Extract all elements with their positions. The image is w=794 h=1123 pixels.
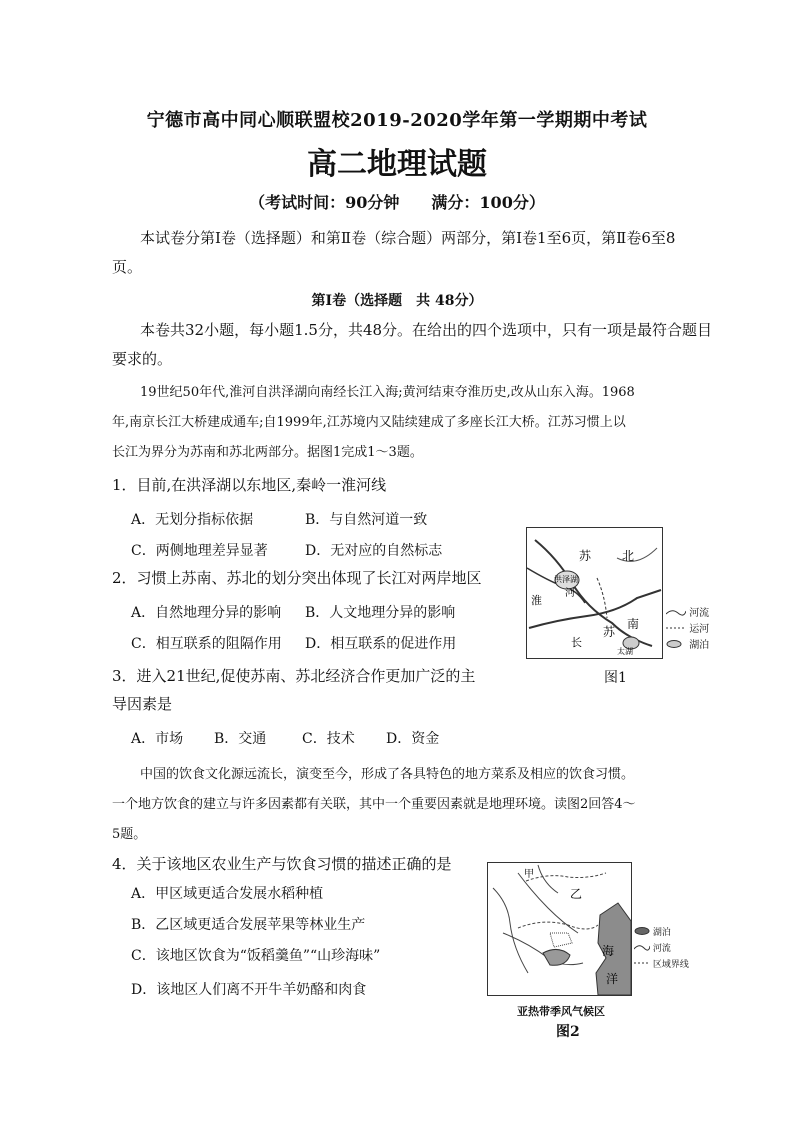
q4-option-c: C．该地区饮食为“饭稻羹鱼”“山珍海味”	[131, 948, 381, 964]
q3-stem-1: 3．进入21世纪,促使苏南、苏北经济合作更加广泛的主	[112, 667, 476, 685]
q2-option-b: B．人文地理分异的影响	[305, 605, 456, 621]
figure-1-caption: 图1	[604, 670, 627, 686]
figure-2-legend	[634, 925, 714, 973]
q2-option-d: D．相互联系的促进作用	[305, 636, 457, 652]
q4-stem: 4．关于该地区农业生产与饮食习惯的描述正确的是	[112, 855, 452, 873]
q3-option-b: B．交通	[214, 731, 267, 747]
fig1-label-huai: 淮	[531, 594, 542, 607]
fig2-legend-boundary: 区域界线	[652, 960, 689, 970]
figure-2-subcaption: 亚热带季风气候区	[517, 1005, 605, 1018]
section-instruction-1: 本卷共32小题，每小题1.5分，共48分。在给出的四个选项中，只有一项是最符合题目	[140, 321, 713, 339]
passage2-line-2: 一个地方饮食的建立与许多因素都有关联，其中一个重要因素就是地理环境。读图2回答4～	[112, 797, 636, 812]
figure-2-caption: 图2	[556, 1024, 580, 1040]
fig1-label-su2: 苏	[603, 625, 616, 639]
fig1-label-chang: 长	[571, 636, 582, 649]
q1-option-b: B．与自然河道一致	[305, 512, 428, 528]
q3-option-a: A．市场	[131, 731, 184, 747]
figure-1-map-drawing	[527, 528, 662, 658]
exam-title: 宁德市高中同心顺联盟校2019-2020学年第一学期期中考试	[146, 110, 648, 131]
fig2-legend-river: 河流	[652, 944, 671, 954]
fig1-label-su: 苏	[579, 549, 592, 563]
q2-option-c: C．相互联系的阻隔作用	[131, 636, 282, 652]
fig1-legend-lake: 湖泊	[689, 640, 710, 651]
figure-1-legend	[666, 606, 736, 654]
subject-title: 高二地理试题	[307, 147, 487, 182]
fig2-label-yi: 乙	[570, 887, 583, 901]
q4-option-d: D．该地区人们离不开牛羊奶酪和肉食	[131, 982, 367, 998]
passage1-line-1: 19世纪50年代,淮河自洪泽湖向南经长江入海;黄河结束夺淮历史,改从山东入海。1968	[140, 385, 635, 400]
fig2-label-yang: 洋	[606, 972, 619, 986]
intro-line-2: 页。	[112, 258, 143, 276]
fig1-legend-river: 河流	[689, 608, 710, 619]
fig2-legend-lake: 湖泊	[652, 928, 671, 938]
figure-2-map	[487, 862, 632, 996]
intro-line-1: 本试卷分第Ⅰ卷（选择题）和第Ⅱ卷（综合题）两部分，第Ⅰ卷1至6页，第Ⅱ卷6至8	[140, 229, 676, 247]
passage1-line-2: 年,南京长江大桥建成通车;自1999年,江苏境内又陆续建成了多座长江大桥。江苏习惯上以	[112, 415, 626, 430]
section-title: 第Ⅰ卷（选择题 共 48分）	[311, 293, 483, 309]
q3-option-d: D．资金	[386, 731, 440, 747]
fig1-label-nan: 南	[627, 617, 640, 631]
fig2-label-hai: 海	[602, 944, 615, 958]
q1-stem: 1．目前,在洪泽湖以东地区,秦岭一淮河线	[112, 476, 387, 494]
fig1-label-taihu: 太湖	[617, 647, 633, 656]
q1-option-a: A．无划分指标依据	[131, 512, 254, 528]
q2-stem: 2．习惯上苏南、苏北的划分突出体现了长江对两岸地区	[112, 569, 482, 587]
q2-option-a: A．自然地理分异的影响	[131, 605, 282, 621]
fig1-label-he: 河	[565, 588, 575, 599]
fig1-label-bei: 北	[622, 549, 635, 563]
section-instruction-2: 要求的。	[112, 350, 173, 368]
fig1-legend-canal: 运河	[689, 624, 710, 635]
fig1-label-hongze: 洪泽湖	[554, 575, 578, 584]
passage1-line-3: 长江为界分为苏南和苏北两部分。据图1完成1～3题。	[112, 445, 423, 460]
q1-option-d: D．无对应的自然标志	[305, 543, 443, 559]
figure-2-map-drawing	[488, 863, 631, 995]
q3-stem-2: 导因素是	[112, 695, 173, 713]
q4-option-b: B．乙区域更适合发展苹果等林业生产	[131, 917, 366, 933]
q3-option-c: C．技术	[302, 731, 355, 747]
passage2-line-1: 中国的饮食文化源远流长，演变至今，形成了各具特色的地方菜系及相应的饮食习惯。	[140, 767, 635, 782]
passage2-line-3: 5题。	[112, 827, 147, 842]
q4-option-a: A．甲区域更适合发展水稻种植	[131, 886, 324, 902]
figure-1-map	[526, 527, 663, 659]
fig2-label-jia: 甲	[524, 869, 534, 880]
q1-option-c: C．两侧地理差异显著	[131, 543, 268, 559]
time-score-line: （考试时间：90分钟 满分：100分）	[249, 193, 545, 212]
